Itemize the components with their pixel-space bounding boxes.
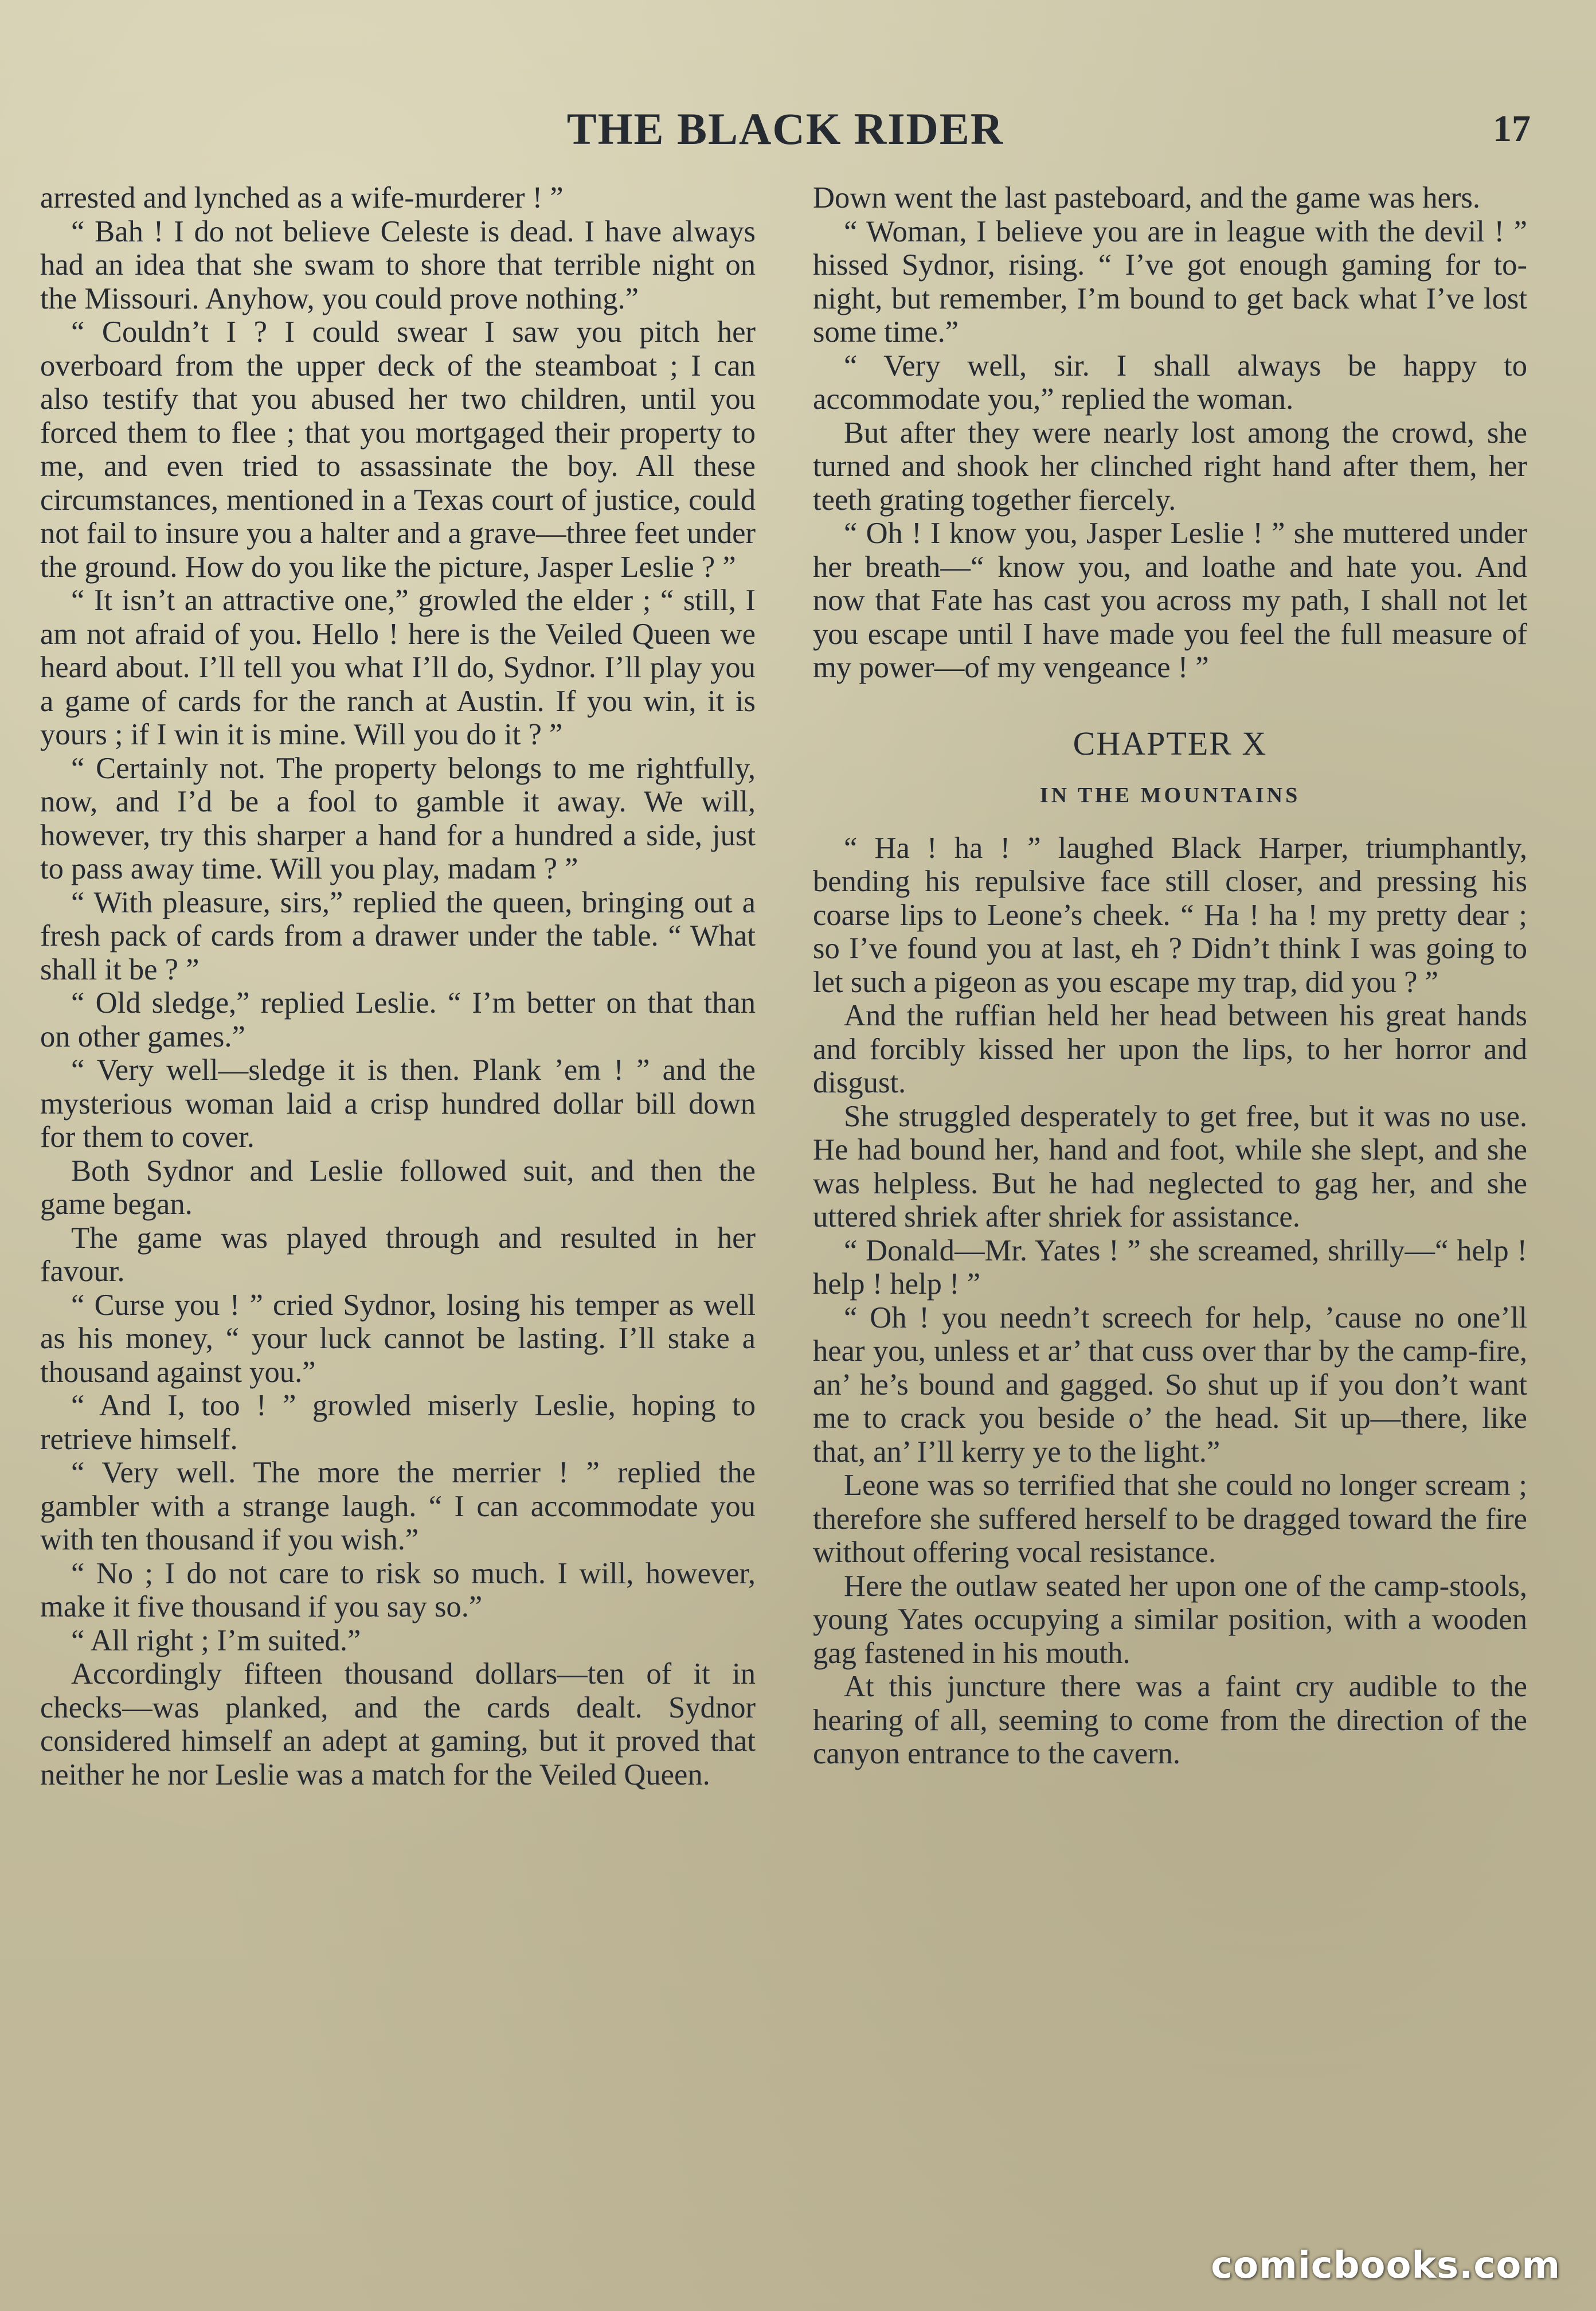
paragraph: “ Donald—Mr. Yates ! ” she screamed, shrilly—“ help ! help ! help ! ” [813,1233,1527,1301]
paragraph: Down went the last pasteboard, and the game was hers. [813,181,1481,214]
paragraph: “ With pleasure, sirs,” replied the queen, bringing out a fresh pack of cards from a drawer under the table. “ What shall it be ? ” [40,885,756,986]
left-column [40,181,756,1791]
paragraph: The game was played through and resulted in her favour. [40,1221,756,1288]
paragraph: “ No ; I do not care to risk so much. I will, however, make it five thousand if you say so.” [40,1556,756,1623]
paragraph: “ Bah ! I do not believe Celeste is dead. I have always had an idea that she swam to shore that terrible night on the Missouri. Anyhow, you could prove nothing.” [40,214,756,315]
chapter-title: CHAPTER X [1073,724,1268,762]
watermark: comicbooks.com [1211,2244,1560,2287]
paragraph: At this juncture there was a faint cry audible to the hearing of all, seeming to come from the direction of the canyon entrance to the cavern. [813,1670,1527,1770]
paragraph: “ All right ; I’m suited.” [71,1623,361,1657]
paragraph: “ Very well, sir. I shall always be happy to accommodate you,” replied the woman. [813,349,1527,416]
running-title: THE BLACK RIDER [566,104,1004,154]
paragraph: “ Curse you ! ” cried Sydnor, losing his temper as well as his money, “ your luck cannot be lasting. I’ll stake a thousand against you.” [40,1288,756,1389]
paragraph: “ Very well—sledge it is then. Plank ’em ! ” and the mysterious woman laid a crisp hundred dollar bill down for them to cover. [40,1053,756,1154]
chapter-subtitle: IN THE MOUNTAINS [1039,783,1301,807]
right-column [813,181,1527,1771]
paragraph: arrested and lynched as a wife-murderer ! ” [40,181,564,214]
page-number: 17 [1493,108,1531,150]
paragraph: “ Oh ! you needn’t screech for help, ’cause no one’ll hear you, unless et ar’ that cuss over thar by the camp-fire, an’ he’s bound and gagged. So shut up if you don’t want me to crack you beside o’ the head. Sit up—there, like that, an’ I’ll kerry ye to the light.” [813,1301,1527,1469]
paragraph: “ Old sledge,” replied Leslie. “ I’m better on that than on other games.” [40,986,756,1053]
paragraph: “ Couldn’t I ? I could swear I saw you pitch her overboard from the upper deck of the steamboat ; I can also testify that you abused her two children, until you forced them to flee ; that you mortgaged their property to me, and even tried to assassinate the boy. All these circumstances, mentioned in a Texas court of justice, could not fail to insure you a halter and a grave—three feet under the ground. How do you like the picture, Jasper Leslie ? ” [40,315,756,584]
paragraph: Both Sydnor and Leslie followed suit, and then the game began. [40,1154,756,1221]
paragraph: But after they were nearly lost among the crowd, she turned and shook her clinched right hand after them, her teeth grating together fiercely. [813,416,1527,517]
page-header [40,97,1531,161]
paragraph: Here the outlaw seated her upon one of the camp-stools, young Yates occupying a similar position, with a wooden gag fastened in his mouth. [813,1569,1527,1670]
paragraph: “ Woman, I believe you are in league with the devil ! ” hissed Sydnor, rising. “ I’ve got enough gaming for to-night, but remember, I’m bound to get back what I’ve lost some time.” [813,214,1527,349]
paragraph: “ It isn’t an attractive one,” growled the elder ; “ still, I am not afraid of you. Hello ! here is the Veiled Queen we heard about. I’ll tell you what I’ll do, Sydnor. I’ll play you a game of cards for the ranch at Austin. If you win, it is yours ; if I win it is mine. Will you do it ? ” [40,584,756,751]
paragraph: “ Ha ! ha ! ” laughed Black Harper, triumphantly, bending his repulsive face still closer, and pressing his coarse lips to Leone’s cheek. “ Ha ! ha ! my pretty dear ; so I’ve found you at last, eh ? Didn’t think I was going to let such a pigeon as you escape my trap, did you ? ” [813,831,1527,999]
paragraph: Leone was so terrified that she could no longer scream ; therefore she suffered herself to be dragged toward the fire without offering vocal resistance. [813,1469,1527,1569]
paragraph: “ Certainly not. The property belongs to me rightfully, now, and I’d be a fool to gamble it away. We will, however, try this sharper a hand for a hundred a side, just to pass away time. Will you play, madam ? ” [40,751,756,885]
paragraph: “ And I, too ! ” growled miserly Leslie, hoping to retrieve himself. [40,1389,756,1456]
paragraph: “ Oh ! I know you, Jasper Leslie ! ” she muttered under her breath—“ know you, and loathe and hate you. And now that Fate has cast you across my path, I shall not let you escape until I have made you feel the full measure of my power—of my vengeance ! ” [813,517,1527,684]
paragraph: Accordingly fifteen thousand dollars—ten of it in checks—was planked, and the cards dealt. Sydnor considered himself an adept at gaming, but it proved that neither he nor Leslie was a match for the Veiled Queen. [40,1657,756,1791]
chapter-heading [813,718,1527,821]
paragraph: “ Very well. The more the merrier ! ” replied the gambler with a strange laugh. “ I can accommodate you with ten thousand if you wish.” [40,1456,756,1556]
paragraph: She struggled desperately to get free, but it was no use. He had bound her, hand and foot, while she slept, and she was helpless. But he had neglected to gag her, and she uttered shriek after shriek for assistance. [813,1099,1527,1233]
paragraph: And the ruffian held her head between his great hands and forcibly kissed her upon the lips, to her horror and disgust. [813,999,1527,1099]
